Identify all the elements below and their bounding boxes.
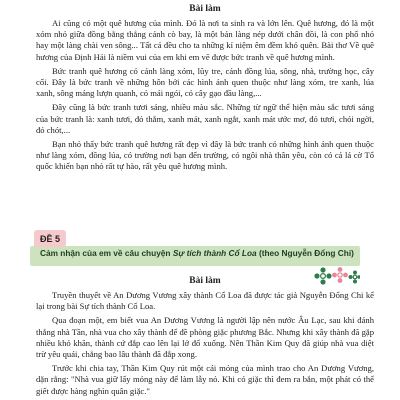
exercise-title-suffix: (theo Nguyễn Đổng Chi): [256, 248, 354, 258]
section-1: [36, 4, 374, 176]
paragraph: Trước khi chia tay, Thần Kim Quy rút một cái móng của mình trao cho An Dương Vương, dặn rằng: "Nhà vua giữ lấy móng này để làm lẫy nỏ. Khi có giặc thì đem ra bắn, một phát có thể giết được hàng nghìn quân giặc.": [36, 363, 374, 396]
section-2: [36, 276, 374, 400]
exercise-title-story: Sự tích thành Cổ Loa: [172, 248, 257, 258]
paragraph: Đây cũng là bức tranh tươi sáng, nhiều màu sắc. Những từ ngữ thể hiện màu sắc tươi sáng của bức tranh là: xanh tươi, đỏ thắm, xanh mát, xanh ngắt, xanh mát ước mơ, đỏ tươi, chói ngời, đỏ chót,...: [36, 102, 374, 135]
section-2-heading: Bài làm: [189, 276, 221, 286]
paragraph: Qua đoạn một, em biết vua An Dương Vương là người lập nên nước Âu Lạc, sau khi đánh thắng nhà Tần, nhà vua cho xây thành để đề phòng giặc phương Bắc. Nhưng khi xây thành đã gặp nhiều khó khăn, thành cứ đắp cao lên lại lở đổ xuống. Nên Thần Kim Quy đã giúp nhà vua diệt trừ yêu quái, chẳng bao lâu thành đã đắp xong.: [36, 315, 374, 360]
exercise-title-prefix: Cảm nhận của em về câu chuyện: [40, 248, 173, 258]
exercise-title: [40, 248, 354, 258]
paragraph: Truyền thuyết về An Dương Vương xây thành Cổ Loa đã được tác giả Nguyễn Đổng Chi kể lại trong bài Sự tích thành Cổ Loa.: [36, 290, 374, 312]
section-1-heading: Bài làm: [189, 4, 221, 14]
paragraph: Bức tranh quê hương có cánh làng xóm, lũy tre, cánh đồng lúa, sông, nhà, trường học, cây cối. Đây là bức tranh về những hôn bởi các hình ảnh quen thuộc như làng xóm, tre xanh, lúa xanh, sông máng lượn quanh, cỏ mái ngói, có cây gạo đầu làng,...: [36, 65, 374, 99]
paragraph: Bạn nhỏ thấy bức tranh quê hương rất đẹp vì đây là bức tranh có những hình ảnh quen thuộc như làng xóm, đồng lúa, có trường nơi bạn đến trường, có ngôi nhà thân yêu, còn có cả lá cờ Tổ quốc khiến bạn nhỏ rất tự hào, rất yêu quê hương mình.: [36, 139, 374, 172]
exercise-number-tag: ĐỀ 5: [34, 230, 66, 247]
paragraph: Ai cũng có một quê hương của mình. Đó là nơi ta sinh ra và lớn lên. Quê hương, đó là một xóm nhỏ giữa đồng bằng thẳng cánh cò bay, là một bản làng nép dưới chân đồi, là con phố nhỏ hay một làng chài ven sông... Tất cả đều cho ta những kỉ niệm êm đềm khó quên. Bài thơ Về quê hương của Định Hải là niềm vui của em khi em vẽ được bức tranh về quê hương mình.: [36, 18, 374, 62]
exercise-banner: [30, 230, 360, 268]
